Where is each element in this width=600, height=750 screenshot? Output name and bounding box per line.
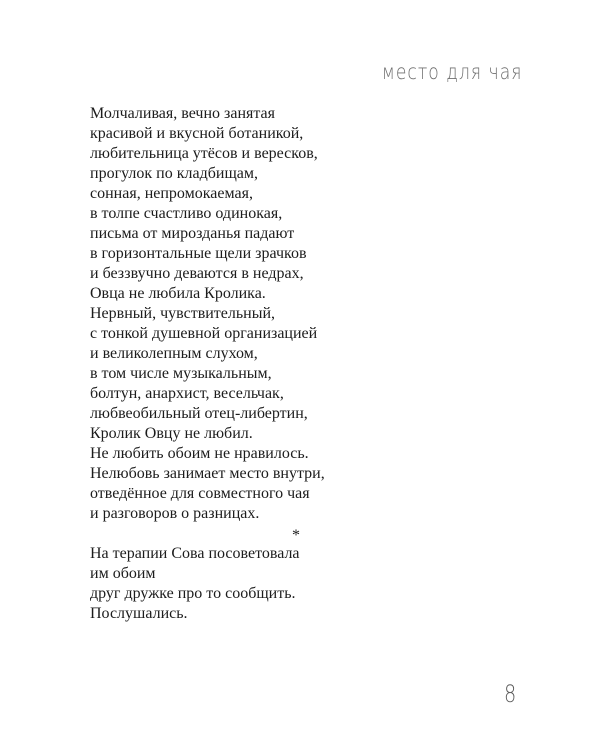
running-title: место для чая [381, 60, 522, 84]
poem-line: в толпе счастливо одинокая, [90, 205, 283, 222]
poem-line: болтун, анархист, весельчак, [90, 385, 284, 402]
poem-line: и разговоров о разницах. [90, 505, 260, 522]
poem-line: Нелюбовь занимает место внутри, [90, 465, 325, 482]
poem-line: и великолепным слухом, [90, 345, 258, 362]
poem-line: Овца не любила Кролика. [90, 285, 266, 302]
poem-line: Послушались. [90, 605, 188, 622]
poem-line: На терапии Сова посоветовала [90, 545, 300, 562]
poem-line: им обоим [90, 565, 156, 582]
poem-line: любительница утёсов и вересков, [90, 145, 318, 162]
poem-line: письма от мирозданья падают [90, 225, 295, 242]
poem-line: в горизонтальные щели зрачков [90, 245, 307, 262]
poem-text [90, 104, 530, 624]
stanza-separator: * [292, 527, 300, 544]
poem-line: отведённое для совместного чая [90, 485, 310, 502]
page-number: 8 [503, 680, 516, 708]
poem-line: в том числе музыкальным, [90, 365, 272, 382]
poem-line: любвеобильный отец-либертин, [90, 405, 308, 422]
poem-line: прогулок по кладбищам, [90, 165, 258, 182]
poem-line: Молчаливая, вечно занятая [90, 105, 276, 122]
poem-line: красивой и вкусной ботаникой, [90, 125, 304, 142]
poem-line: сонная, непромокаемая, [90, 185, 253, 202]
poem-line: и беззвучно деваются в недрах, [90, 265, 304, 282]
poem-line: друг дружке про то сообщить. [90, 585, 296, 602]
poem-line: с тонкой душевной организацией [90, 325, 318, 342]
poem-line: Нервный, чувствительный, [90, 305, 276, 322]
poem-line: Кролик Овцу не любил. [90, 425, 253, 442]
poem-line: Не любить обоим не нравилось. [90, 445, 309, 462]
